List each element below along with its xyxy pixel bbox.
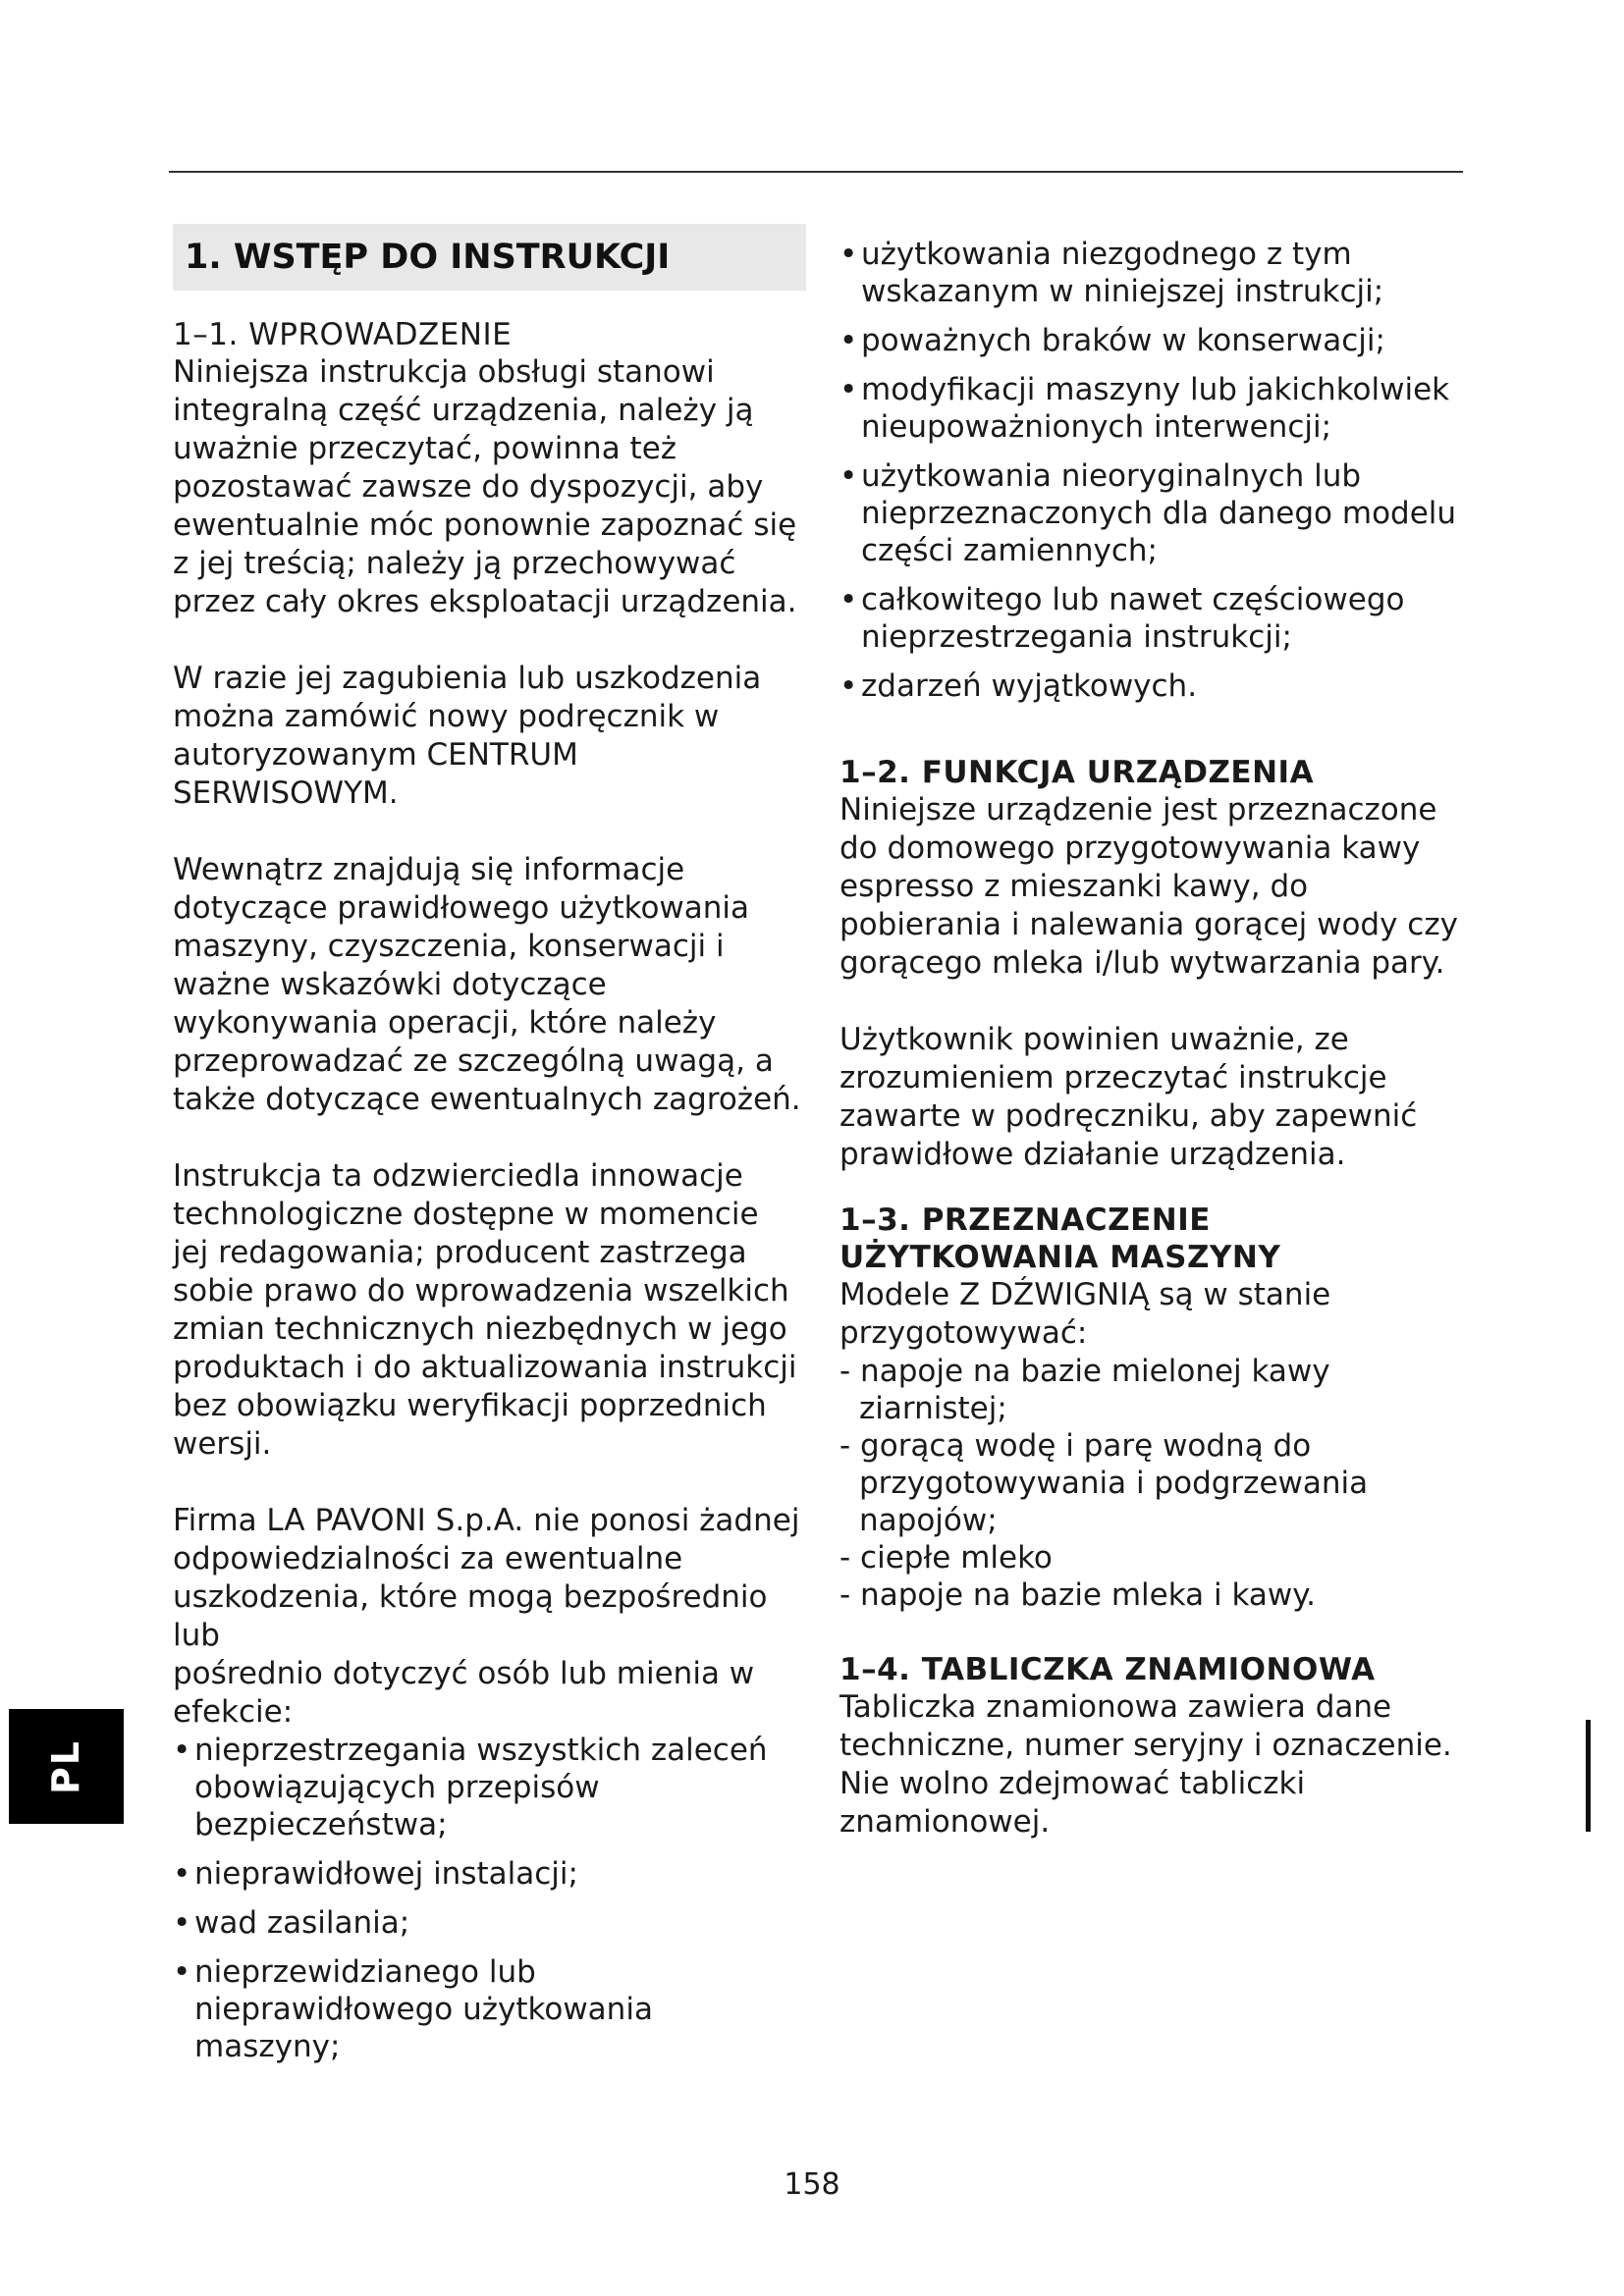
- heading-function: 1–2. FUNKCJA URZĄDZENIA: [839, 755, 1315, 790]
- page-number: 158: [784, 2167, 840, 2202]
- list-item: - napoje na bazie mielonej kawy ziarnistej;: [839, 1353, 1468, 1427]
- list-item: • nieprzewidzianego lub nieprawidłowego użytkowania maszyny;: [173, 1953, 803, 2065]
- plate-paragraph: Tabliczka znamionowa zawiera dane techniczne, numer seryjny i oznaczenie. Nie wolno zdejmować tabliczki znamionowej.: [839, 1689, 1452, 1840]
- function-paragraph-1: Niniejsze urządzenie jest przeznaczone do domowego przygotowywania kawy espresso z mieszanki kawy, do pobierania i nalewania gorącej wody czy gorącego mleka i/lub wytwarzania pary.: [839, 792, 1458, 981]
- intro-paragraph-2: W razie jej zagubienia lub uszkodzenia można zamówić nowy podręcznik w autoryzowanym CENTRUM SERWISOWYM.: [173, 661, 762, 811]
- section-title: 1. WSTĘP DO INSTRUKCJI: [173, 224, 806, 291]
- list-item: • poważnych braków w konserwacji;: [839, 322, 1468, 359]
- list-item: • modyfikacji maszyny lub jakichkolwiek nieupoważnionych interwencji;: [839, 371, 1468, 446]
- intro-paragraph-5b: pośrednio dotyczyć osób lub mienia w efekcie:: [173, 1656, 755, 1730]
- purpose-list: [839, 1353, 1468, 1614]
- heading-introduction: 1–1. WPROWADZENIE: [173, 317, 513, 352]
- liability-list-right: [839, 236, 1468, 705]
- side-marker: [1586, 1720, 1591, 1832]
- intro-paragraph-5a: Firma LA PAVONI S.p.A. nie ponosi żadnej odpowiedzialności za ewentualne uszkodzenia, które mogą bezpośrednio lub: [173, 1503, 800, 1653]
- list-item: • użytkowania niezgodnego z tym wskazanym w niniejszej instrukcji;: [839, 236, 1468, 310]
- language-label: PL: [44, 1738, 88, 1794]
- intro-paragraph-4: Instrukcja ta odzwierciedla innowacje technologiczne dostępne w momencie jej redagowania; producent zastrzega sobie prawo do wprowadzenia wszelkich zmian technicznych niezbędnych w jego produktach i do aktualizowania instrukcji bez obowiązku weryfikacji poprzednich wersji.: [173, 1158, 797, 1462]
- left-column: [173, 224, 803, 2077]
- list-item: - ciepłe mleko: [839, 1539, 1468, 1576]
- language-tab: [9, 1709, 124, 1824]
- list-item: - napoje na bazie mleka i kawy.: [839, 1576, 1468, 1614]
- intro-paragraph-1: Niniejsza instrukcja obsługi stanowi integralną część urządzenia, należy ją uważnie przeczytać, powinna też pozostawać zawsze do dyspozycji, aby ewentualnie móc ponownie zapoznać się z jej treścią; należy ją przechowywać przez cały okres eksploatacji urządzenia.: [173, 354, 797, 619]
- list-item: • nieprawidłowej instalacji;: [173, 1855, 803, 1893]
- liability-list-left: [173, 1732, 803, 2065]
- heading-purpose: 1–3. PRZEZNACZENIE UŻYTKOWANIA MASZYNY: [839, 1202, 1281, 1275]
- intro-paragraph-3: Wewnątrz znajdują się informacje dotyczące prawidłowego użytkowania maszyny, czyszczenia, konserwacji i ważne wskazówki dotyczące wykonywania operacji, które należy przeprowadzać ze szczególną uwagą, a także dotyczące ewentualnych zagrożeń.: [173, 852, 801, 1117]
- list-item: - gorącą wodę i parę wodną do przygotowywania i podgrzewania napojów;: [839, 1427, 1468, 1539]
- function-paragraph-2: Użytkownik powinien uważnie, ze zrozumieniem przeczytać instrukcje zawarte w podręczniku, aby zapewnić prawidłowe działanie urządzenia.: [839, 1022, 1418, 1172]
- list-item: • użytkowania nieoryginalnych lub nieprzeznaczonych dla danego modelu części zamiennych;: [839, 457, 1468, 569]
- right-column: [839, 236, 1468, 1842]
- heading-rating-plate: 1–4. TABLICZKA ZNAMIONOWA: [839, 1652, 1376, 1687]
- list-item: • wad zasilania;: [173, 1904, 803, 1942]
- purpose-paragraph: Modele Z DŹWIGNIĄ są w stanie przygotowywać:: [839, 1277, 1331, 1351]
- list-item: • całkowitego lub nawet częściowego nieprzestrzegania instrukcji;: [839, 581, 1468, 656]
- top-divider: [169, 171, 1463, 173]
- list-item: • zdarzeń wyjątkowych.: [839, 667, 1468, 705]
- list-item: • nieprzestrzegania wszystkich zaleceń obowiązujących przepisów bezpieczeństwa;: [173, 1732, 803, 1843]
